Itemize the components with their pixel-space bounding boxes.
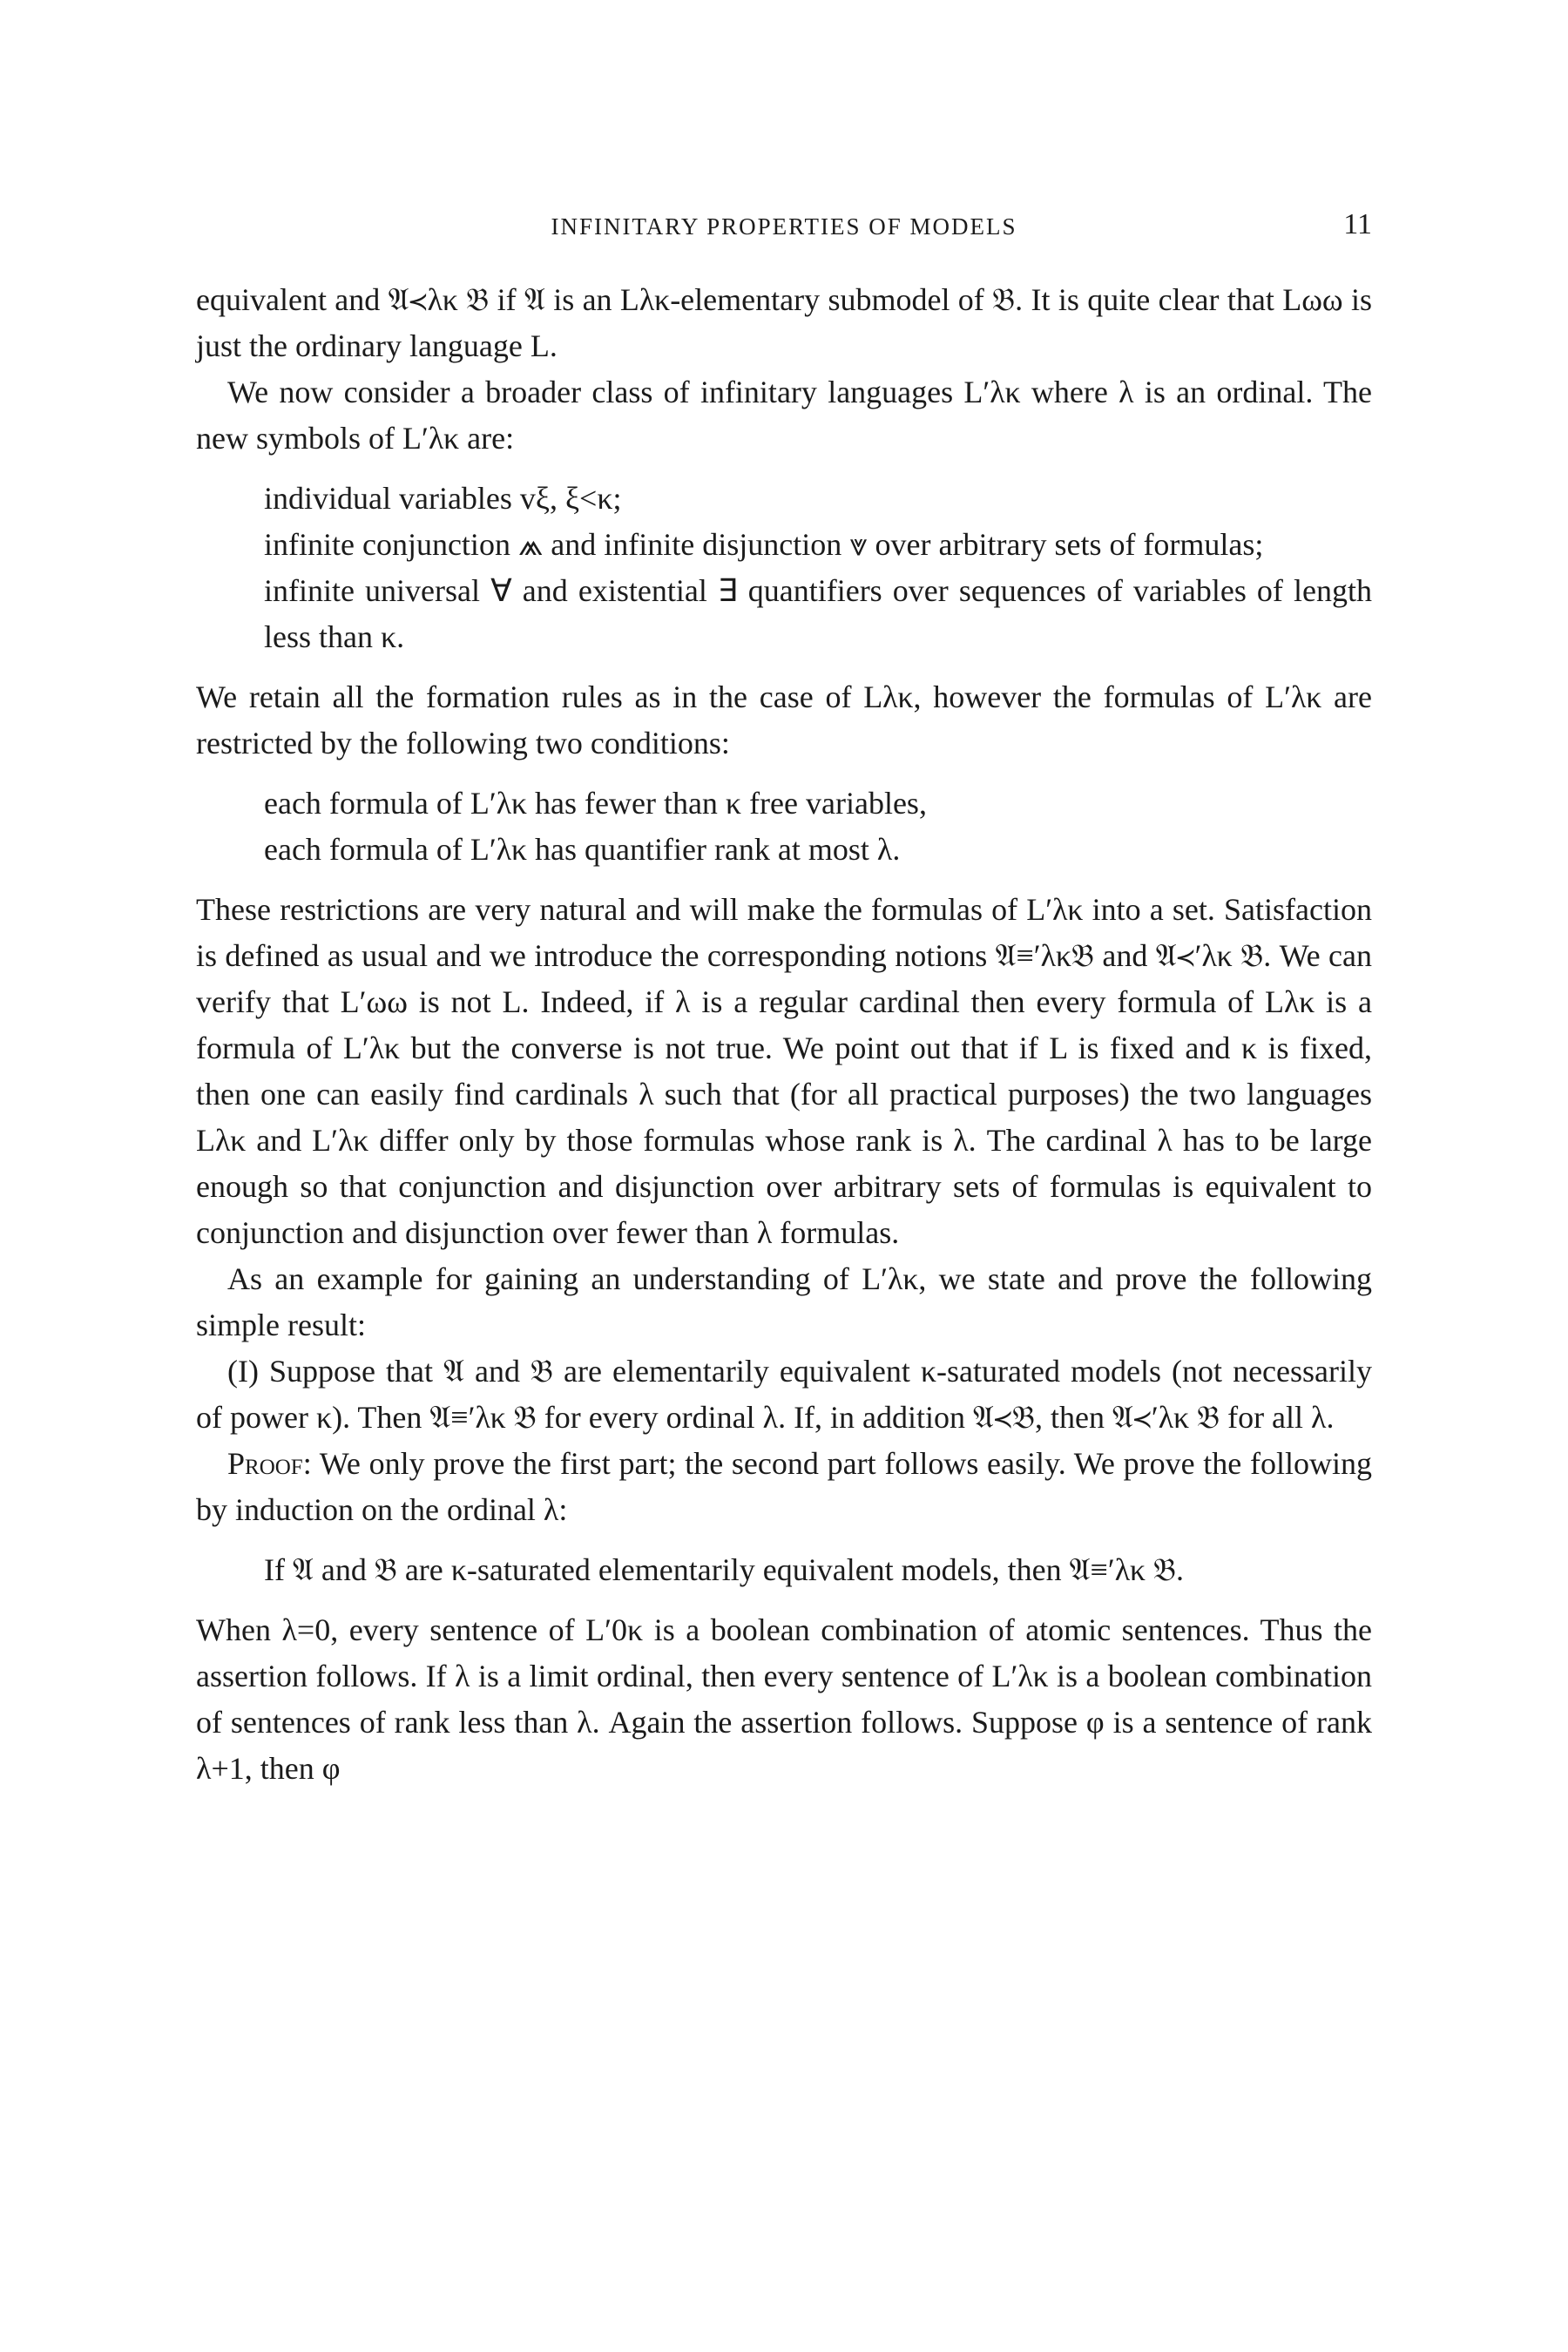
paragraph-2: We now consider a broader class of infinitary languages L′λκ where λ is an ordinal. The new symbols of L′λκ are: <box>196 375 1373 456</box>
list-item: each formula of L′λκ has fewer than κ free variables, <box>264 786 927 821</box>
page-number: 11 <box>1343 208 1372 240</box>
proof-label: Proof: <box>227 1446 312 1481</box>
paragraph-3: We retain all the formation rules as in the case of Lλκ, however the formulas of L′λκ are restricted by the following two conditions: <box>196 679 1372 760</box>
conditions-list <box>264 781 1372 873</box>
body-text <box>196 277 1372 1792</box>
list-item: individual variables vξ, ξ<κ; <box>264 481 622 516</box>
paragraph-theorem: (I) Suppose that 𝔄 and 𝔅 are elementarily equivalent κ-saturated models (not necessarily of power κ). Then 𝔄≡′λκ 𝔅 for every ordinal λ. If, in addition 𝔄≺𝔅, then 𝔄≺′λκ 𝔅 for all λ. <box>196 1354 1372 1435</box>
proof-text: We only prove the first part; the second part follows easily. We prove the following by induction on the ordinal λ: <box>196 1446 1372 1527</box>
paragraph-5: As an example for gaining an understanding of L′λκ, we state and prove the following simple result: <box>196 1261 1372 1342</box>
new-symbols-list <box>264 476 1372 660</box>
page-header <box>196 208 1372 257</box>
list-item: each formula of L′λκ has quantifier rank at most λ. <box>264 832 901 867</box>
list-item: infinite conjunction ⩕ and infinite disjunction ⩔ over arbitrary sets of formulas; <box>264 527 1264 562</box>
list-item: infinite universal ∀ and existential ∃ quantifiers over sequences of variables of length less than κ. <box>264 573 1372 654</box>
paragraph-1: equivalent and 𝔄≺λκ 𝔅 if 𝔄 is an Lλκ-elementary submodel of 𝔅. It is quite clear that Lωω is just the ordinary language L. <box>196 282 1372 363</box>
claim: If 𝔄 and 𝔅 are κ-saturated elementarily equivalent models, then 𝔄≡′λκ 𝔅. <box>264 1552 1184 1587</box>
running-title: INFINITARY PROPERTIES OF MODELS <box>551 213 1017 240</box>
paragraph-proof <box>196 1441 1372 1533</box>
paragraph-8: When λ=0, every sentence of L′0κ is a boolean combination of atomic sentences. Thus the assertion follows. If λ is a limit ordinal, then every sentence of L′λκ is a boolean combination of sentences of rank less than λ. Again the assertion follows. Suppose φ is a sentence of rank λ+1, then φ <box>196 1612 1372 1786</box>
paragraph-4: These restrictions are very natural and will make the formulas of L′λκ into a set. Satisfaction is defined as usual and we introduce the corresponding notions 𝔄≡′λκ𝔅 and 𝔄≺′λκ 𝔅. We can verify that L′ωω is not L. Indeed, if λ is a regular cardinal then every formula of Lλκ is a formula of L′λκ but the converse is not true. We point out that if L is fixed and κ is fixed, then one can easily find cardinals λ such that (for all practical purposes) the two languages Lλκ and L′λκ differ only by those formulas whose rank is λ. The cardinal λ has to be large enough so that conjunction and disjunction over arbitrary sets of formulas is equivalent to conjunction and disjunction over fewer than λ formulas. <box>196 892 1372 1250</box>
